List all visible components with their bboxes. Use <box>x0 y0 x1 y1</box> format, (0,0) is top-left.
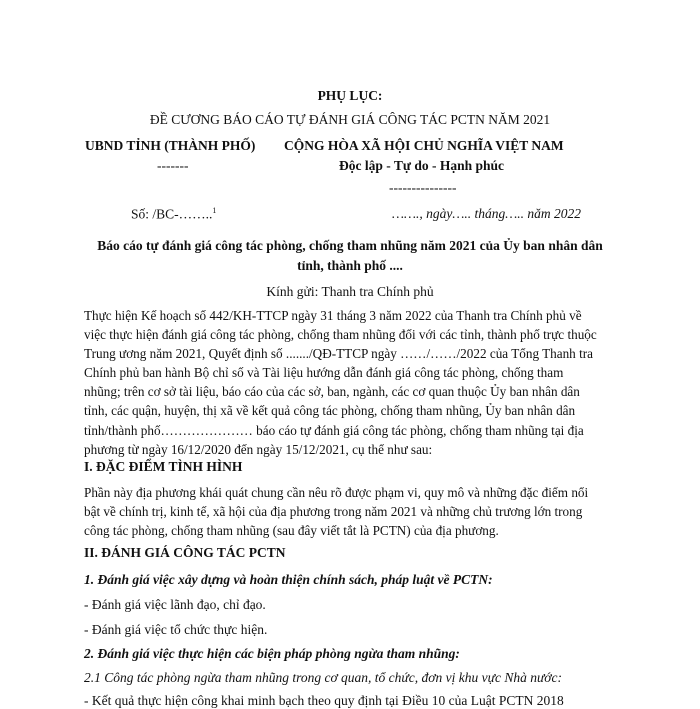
agency-name: UBND TỈNH (THÀNH PHỐ) <box>85 138 256 153</box>
section-1-heading: I. ĐẶC ĐIỂM TÌNH HÌNH <box>84 459 243 474</box>
cut-off-line: - Kết quả thực hiện công khai minh bạch theo quy định tại Điều 10 của Luật PCTN 2018 <box>84 693 564 708</box>
intro-line: việc thực hiện đánh giá công tác phòng, chống tham nhũng đối với các tỉnh, thành phố trực thuộc <box>84 327 597 343</box>
section-1-line: bật về chính trị, kinh tế, xã hội của địa phương trong năm 2021 và những chủ trương lớn trong <box>84 504 583 520</box>
item-1-heading: 1. Đánh giá việc xây dựng và hoàn thiện chính sách, pháp luật về PCTN: <box>84 572 493 587</box>
bullet-implementation: - Đánh giá việc tổ chức thực hiện. <box>84 622 268 637</box>
intro-line: tỉnh/thành phố………………… báo cáo tự đánh giá công tác phòng, chống tham nhũng tại địa <box>84 422 584 438</box>
agency-rule: ------- <box>157 158 189 173</box>
report-title-line-2: tỉnh, thành phố .... <box>297 258 403 273</box>
intro-line: Thực hiện Kế hoạch số 442/KH-TTCP ngày 31 tháng 3 năm 2022 của Thanh tra Chính phủ về <box>84 308 582 323</box>
intro-line: Trung ương năm 2021, Quyết định số ......./QĐ-TTCP ngày ……/……/2022 của Tổng Thanh tra <box>84 346 593 362</box>
place-date: ……., ngày….. tháng….. năm 2022 <box>392 206 582 221</box>
intro-line: Chính phủ ban hành Bộ chỉ số và Tài liệu hướng dẫn đánh giá công tác phòng, chống tham <box>84 365 564 381</box>
report-title-line-1: Báo cáo tự đánh giá công tác phòng, chống tham nhũng năm 2021 của Ủy ban nhân dân <box>97 238 603 253</box>
section-2-heading: II. ĐÁNH GIÁ CÔNG TÁC PCTN <box>84 545 286 560</box>
addressee: Kính gửi: Thanh tra Chính phủ <box>266 284 434 299</box>
appendix-title: PHỤ LỤC: <box>317 88 383 103</box>
intro-line: nhũng; trên cơ sở tài liệu, báo cáo của các sở, ban, ngành, các cơ quan thuộc Ủy ban nhân dân <box>84 384 580 400</box>
intro-line: tỉnh, các quận, huyện, thị xã về kết quả công tác phòng, chống tham nhũng, Ủy ban nhân dân <box>84 403 576 419</box>
document-number <box>131 206 216 223</box>
section-1-line: công tác phòng, chống tham nhũng (sau đây viết tắt là PCTN) của địa phương. <box>84 523 499 539</box>
document-number-text: Số: /BC-…….. <box>131 206 213 222</box>
motto-rule: --------------- <box>389 180 457 195</box>
nation-name: CỘNG HÒA XÃ HỘI CHỦ NGHĨA VIỆT NAM <box>284 138 564 153</box>
intro-line: phương từ ngày 16/12/2020 đến ngày 15/12/2021, cụ thể như sau: <box>84 441 433 457</box>
item-2-1-heading: 2.1 Công tác phòng ngừa tham nhũng trong cơ quan, tổ chức, đơn vị khu vực Nhà nước: <box>84 670 563 685</box>
section-1-paragraph <box>84 483 624 540</box>
national-motto: Độc lập - Tự do - Hạnh phúc <box>339 158 505 173</box>
appendix-subtitle: ĐỀ CƯƠNG BÁO CÁO TỰ ĐÁNH GIÁ CÔNG TÁC PCTN NĂM 2021 <box>149 112 551 127</box>
item-2-heading: 2. Đánh giá việc thực hiện các biện pháp phòng ngừa tham nhũng: <box>84 646 460 661</box>
intro-paragraph <box>84 306 624 459</box>
footnote-marker: 1 <box>212 206 217 215</box>
section-1-line: Phần này địa phương khái quát chung cần nêu rõ được phạm vi, quy mô và những đặc điểm nổi <box>84 485 589 500</box>
bullet-leadership: - Đánh giá việc lãnh đạo, chỉ đạo. <box>84 597 266 612</box>
